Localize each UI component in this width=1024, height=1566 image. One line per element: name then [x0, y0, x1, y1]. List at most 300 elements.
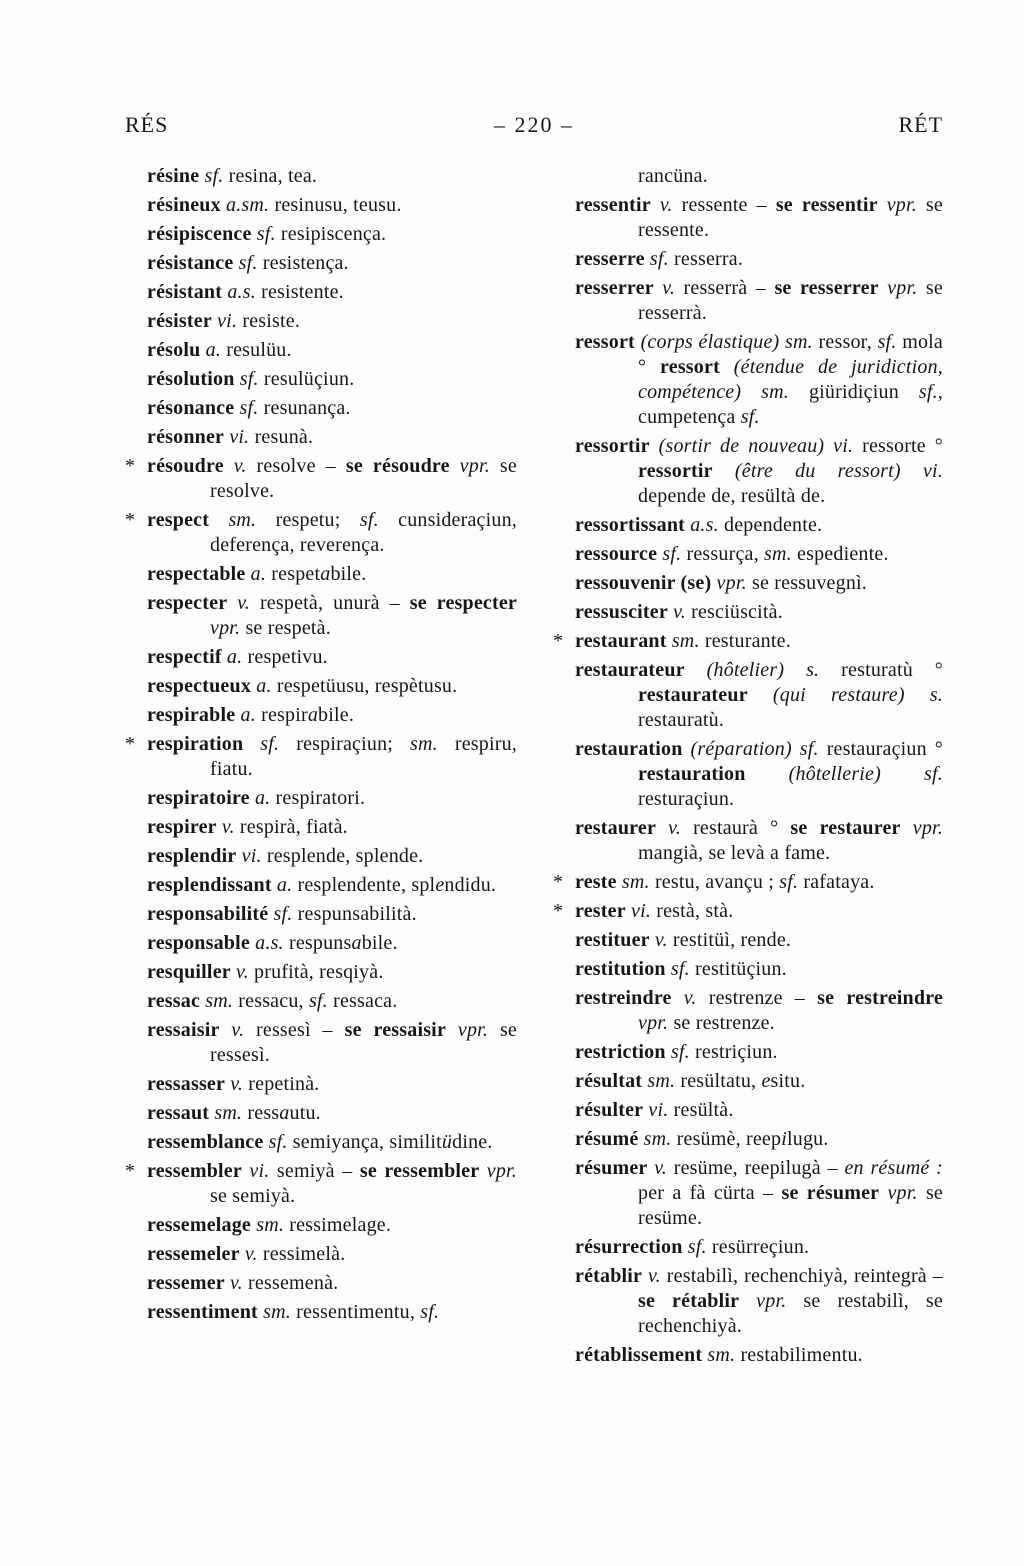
translation-text: se resserrà. — [638, 277, 943, 324]
grammar-label: sf. — [644, 248, 669, 270]
grammar-label: vi. — [625, 900, 652, 922]
grammar-label: vi. — [236, 845, 262, 867]
translation-text: respir — [255, 704, 308, 726]
dictionary-entry — [553, 816, 943, 866]
grammar-label: a. — [249, 787, 271, 809]
grammar-label: vpr. — [638, 1012, 669, 1034]
dictionary-entry — [553, 542, 943, 567]
grammar-label: sm. — [209, 1102, 243, 1124]
dictionary-entry — [125, 703, 517, 728]
grammar-label: v. — [239, 1243, 258, 1265]
translation-text: resistença. — [257, 252, 349, 274]
headword: ressortissant — [575, 514, 686, 536]
grammar-label: v. — [671, 987, 697, 1009]
asterisk-marker: * — [125, 1160, 136, 1182]
subentry-headword: se ressembler — [359, 1160, 480, 1182]
headword: resplendir — [147, 845, 237, 867]
dictionary-entry — [125, 1271, 517, 1296]
translation-text: respetu; — [256, 509, 360, 531]
grammar-label: a. — [235, 704, 256, 726]
subentry-headword: se resserrer — [774, 277, 879, 299]
grammar-label: v. — [224, 1272, 243, 1294]
dictionary-entry — [553, 658, 943, 733]
translation-text: resulüçiun. — [258, 368, 355, 390]
grammar-label: sf. — [779, 871, 799, 893]
translation-text: dependente. — [718, 514, 823, 536]
dictionary-entry — [553, 193, 943, 243]
dictionary-entry — [553, 629, 943, 654]
grammar-label: v. — [230, 961, 249, 983]
translation-text: bile. — [318, 704, 355, 726]
dictionary-entry — [125, 222, 517, 247]
subentry-headword: se ressentir — [775, 194, 878, 216]
headword: ressort — [575, 331, 635, 353]
grammar-label: a. — [221, 646, 243, 668]
translation-text: restauraçiun ° — [818, 738, 943, 760]
translation-text: rafataya. — [798, 871, 875, 893]
grammar-label: vi. — [241, 1160, 270, 1182]
dictionary-entry — [125, 844, 517, 869]
dictionary-entry — [125, 1213, 517, 1238]
translation-text: rancüna. — [638, 165, 708, 187]
translation-text: resserra. — [668, 248, 744, 270]
translation-text: semiyança, similit — [287, 1131, 442, 1153]
grammar-label: (étendue de juridiction, compétence) sm. — [638, 356, 943, 403]
translation-text: restauratù. — [638, 709, 725, 731]
right-column — [553, 164, 943, 1372]
grammar-label: vpr. — [878, 277, 918, 299]
grammar-label: vi. — [224, 426, 250, 448]
translation-text: ressimelage. — [284, 1214, 392, 1236]
grammar-label: vpr. — [210, 617, 241, 639]
headword: résonner — [147, 426, 225, 448]
grammar-label: v. — [219, 1019, 245, 1041]
dictionary-entry — [125, 309, 517, 334]
translation-text: ressentimentu, — [290, 1301, 421, 1323]
grammar-label: vpr. — [446, 1019, 489, 1041]
dictionary-entry — [553, 986, 943, 1036]
grammar-label: vpr. — [900, 817, 943, 839]
grammar-label: sf. — [234, 368, 259, 390]
headword: resserrer — [575, 277, 654, 299]
headword: résonance — [147, 397, 235, 419]
subentry-headword: se restaurer — [790, 817, 901, 839]
headword: restaurateur — [575, 659, 685, 681]
headword: restituer — [575, 929, 650, 951]
dictionary-entry — [553, 434, 943, 509]
dictionary-entry — [125, 1300, 517, 1325]
dictionary-entry — [125, 193, 517, 218]
translation-text: respetüusu, respètusu. — [271, 675, 458, 697]
headword: ressembler — [147, 1160, 242, 1182]
dictionary-entry — [125, 338, 517, 363]
grammar-label: sm. — [209, 509, 257, 531]
dictionary-entry — [553, 513, 943, 538]
grammar-label: sm. — [666, 630, 700, 652]
headword: ressemelage — [147, 1214, 252, 1236]
headword: resserre — [575, 248, 645, 270]
grammar-label: sf. — [359, 509, 379, 531]
headword: responsabilité — [147, 903, 269, 925]
translation-text: bile. — [330, 563, 367, 585]
header-keyword-left: RÉS — [125, 112, 169, 137]
translation-text: restabilimentu. — [735, 1344, 863, 1366]
asterisk-marker: * — [553, 871, 564, 893]
headword: restauration — [575, 738, 683, 760]
asterisk-marker: * — [125, 455, 136, 477]
translation-text: restrenze – — [696, 987, 818, 1009]
translation-text: respetivu. — [242, 646, 328, 668]
translation-text: resistente. — [255, 281, 344, 303]
grammar-label: v. — [223, 455, 247, 477]
headword: ressource — [575, 543, 658, 565]
page-number: – 220 – — [494, 112, 574, 137]
grammar-label: vi. — [643, 1099, 669, 1121]
headword: résistance — [147, 252, 234, 274]
translation-text: resserrà – — [675, 277, 775, 299]
grammar-label: vpr. — [449, 455, 490, 477]
translation-text: per a fà cürta – — [638, 1182, 782, 1204]
translation-text: restaurà ° — [680, 817, 791, 839]
headword: ressemer — [147, 1272, 225, 1294]
dictionary-entry — [125, 674, 517, 699]
subentry-headword: se respecter — [409, 592, 517, 614]
dictionary-entry — [553, 928, 943, 953]
asterisk-marker: * — [553, 630, 564, 652]
translation-text: respunsabilità. — [292, 903, 417, 925]
headword: rétablissement — [575, 1344, 703, 1366]
grammar-label: a — [320, 563, 331, 585]
dictionary-entry — [553, 330, 943, 430]
grammar-label: v. — [642, 1265, 661, 1287]
left-column — [125, 164, 517, 1372]
grammar-label: sf. — [234, 397, 259, 419]
dictionary-entry — [553, 1343, 943, 1368]
dictionary-entry — [125, 931, 517, 956]
headword: respectable — [147, 563, 246, 585]
translation-text: resiste. — [237, 310, 301, 332]
translation-text: resunança. — [258, 397, 351, 419]
translation-text: resolve – — [246, 455, 346, 477]
asterisk-marker: * — [553, 900, 564, 922]
page-header — [125, 112, 943, 138]
translation-text: resültà. — [668, 1099, 734, 1121]
grammar-label: sm. — [638, 1128, 672, 1150]
grammar-label: sf. — [657, 543, 682, 565]
grammar-label: sf. — [682, 1236, 707, 1258]
dictionary-entry — [125, 280, 517, 305]
headword: resplendissant — [147, 874, 272, 896]
grammar-label: sm. — [257, 1301, 291, 1323]
grammar-label: (qui restaure) s. — [747, 684, 943, 706]
translation-text: se resolve. — [210, 455, 517, 502]
grammar-label: v. — [656, 817, 681, 839]
dictionary-entry — [553, 1235, 943, 1260]
translation-text: mangià, se levà a fame. — [638, 842, 831, 864]
dictionary-entry — [125, 164, 517, 189]
grammar-label: a.s. — [249, 932, 284, 954]
grammar-label: v. — [653, 277, 676, 299]
grammar-label: v. — [667, 601, 686, 623]
headword: résumé — [575, 1128, 639, 1150]
translation-text: ressaca. — [327, 990, 398, 1012]
translation-text: restriçiun. — [689, 1041, 778, 1063]
grammar-label: sf. — [268, 903, 293, 925]
translation-text: respiraçiun; — [279, 733, 411, 755]
headword: résumer — [575, 1157, 648, 1179]
translation-text: ressente – — [672, 194, 776, 216]
translation-text: resplendente, spl — [292, 874, 436, 896]
grammar-label: sf. — [233, 252, 258, 274]
asterisk-marker: * — [125, 509, 136, 531]
translation-text: resina, tea. — [223, 165, 318, 187]
grammar-label: sm. — [642, 1070, 676, 1092]
grammar-label: (réparation) sf. — [682, 738, 819, 760]
translation-text: repetinà. — [243, 1073, 320, 1095]
translation-text: se resüme. — [638, 1182, 944, 1229]
headword: respect — [147, 509, 210, 531]
headword: ressentiment — [147, 1301, 258, 1323]
dictionary-entry — [125, 960, 517, 985]
translation-text: resciüscità. — [685, 601, 783, 623]
grammar-label: e — [761, 1070, 771, 1092]
grammar-label: v. — [650, 194, 673, 216]
grammar-label: v. — [647, 1157, 667, 1179]
dictionary-entry — [125, 396, 517, 421]
dictionary-entry — [553, 1264, 943, 1339]
subentry-headword: restauration — [638, 763, 746, 785]
headword: respiration — [147, 733, 244, 755]
headword: ressaisir — [147, 1019, 220, 1041]
translation-text: ressesì – — [244, 1019, 345, 1041]
dictionary-entry — [553, 957, 943, 982]
subentry-headword: ressort — [660, 356, 720, 378]
translation-text: mola ° — [638, 331, 943, 378]
translation-text: ressor, — [812, 331, 878, 353]
grammar-label: (sortir de nouveau) vi. — [649, 435, 854, 457]
translation-text: resturatù ° — [819, 659, 943, 681]
headword: résipiscence — [147, 223, 252, 245]
translation-text: ress — [242, 1102, 280, 1124]
subentry-headword: se résumer — [781, 1182, 880, 1204]
headword: ressusciter — [575, 601, 668, 623]
headword: restreindre — [575, 987, 672, 1009]
translation-text: ressimelà. — [257, 1243, 346, 1265]
grammar-label: sf. — [420, 1301, 440, 1323]
headword: rétablir — [575, 1265, 643, 1287]
headword: ressentir — [575, 194, 651, 216]
headword: résultat — [575, 1070, 643, 1092]
translation-text: resturante. — [699, 630, 791, 652]
dictionary-entry — [553, 600, 943, 625]
grammar-label: a — [351, 932, 362, 954]
grammar-label: sm. — [764, 543, 792, 565]
grammar-label: sf. — [308, 990, 328, 1012]
translation-text: resunà. — [249, 426, 314, 448]
translation-text: dine. — [452, 1131, 493, 1153]
translation-text: respirà, fiatà. — [234, 816, 348, 838]
grammar-label: (corps élastique) sm. — [634, 331, 813, 353]
translation-text: espediente. — [791, 543, 889, 565]
translation-text: se restabilì, se rechenchiyà. — [638, 1290, 943, 1337]
translation-text: resplende, splende. — [261, 845, 424, 867]
dictionary-entry — [125, 1072, 517, 1097]
grammar-label: a.sm. — [220, 194, 270, 216]
translation-text: resürreçiun. — [706, 1236, 810, 1258]
subentry-headword: restaurateur — [638, 684, 748, 706]
translation-text: resümè, reep — [671, 1128, 782, 1150]
dictionary-entry — [553, 1156, 943, 1231]
headword: ressasser — [147, 1073, 226, 1095]
dictionary-entry — [125, 508, 517, 558]
dictionary-entry — [125, 1130, 517, 1155]
translation-text: respet — [266, 563, 321, 585]
headword: ressaut — [147, 1102, 210, 1124]
dictionary-entry — [125, 873, 517, 898]
translation-text: ressorte ° — [853, 435, 943, 457]
translation-text: bile. — [361, 932, 398, 954]
headword: résistant — [147, 281, 223, 303]
translation-text: depende de, resültà de. — [638, 485, 826, 507]
dictionary-entry — [553, 276, 943, 326]
grammar-label: sf. — [251, 223, 276, 245]
grammar-label: (hôtelier) s. — [684, 659, 820, 681]
dictionary-entry — [553, 1040, 943, 1065]
headword: reste — [575, 871, 617, 893]
grammar-label: a. — [271, 874, 293, 896]
translation-text: se ressente. — [638, 194, 943, 241]
grammar-label: vi. — [211, 310, 238, 332]
translation-text: respiratori. — [270, 787, 366, 809]
grammar-label: vpr. — [879, 1182, 918, 1204]
headword: restitution — [575, 958, 666, 980]
grammar-label: a — [279, 1102, 290, 1124]
grammar-label: a. — [251, 675, 272, 697]
dictionary-entry — [553, 1069, 943, 1094]
grammar-label: ü — [441, 1131, 453, 1153]
dictionary-entry — [553, 571, 943, 596]
translation-text: semiyà – — [269, 1160, 360, 1182]
dictionary-entry — [553, 247, 943, 272]
grammar-label: en résumé : — [844, 1157, 943, 1179]
dictionary-entry — [125, 425, 517, 450]
dictionary-entry — [553, 1098, 943, 1123]
translation-text: ndidu. — [444, 874, 497, 896]
grammar-label: vpr. — [739, 1290, 787, 1312]
translation-text: resüme, reepilugà – — [667, 1157, 845, 1179]
translation-text: cunsideraçiun, deferença, reverença. — [210, 509, 517, 556]
dictionary-entry — [125, 815, 517, 840]
grammar-label: vpr. — [877, 194, 917, 216]
translation-text: restitüì, rende. — [667, 929, 792, 951]
grammar-label: sf. — [263, 1131, 288, 1153]
translation-text: lugu. — [786, 1128, 829, 1150]
translation-text: prufità, resqiyà. — [248, 961, 384, 983]
dictionary-entry — [125, 902, 517, 927]
headword: résulter — [575, 1099, 644, 1121]
dictionary-entry — [553, 737, 943, 812]
grammar-label: a.s. — [222, 281, 256, 303]
translation-text: ressurça, — [681, 543, 765, 565]
translation-text: utu. — [289, 1102, 321, 1124]
subentry-headword: se restreindre — [817, 987, 943, 1009]
translation-text: giüridiçiun — [789, 381, 919, 403]
headword: resquiller — [147, 961, 231, 983]
dictionary-entry — [125, 786, 517, 811]
translation-text: ressacu, — [233, 990, 309, 1012]
grammar-label: a.s. — [685, 514, 719, 536]
headword: résurrection — [575, 1236, 683, 1258]
translation-text: restà, stà. — [651, 900, 734, 922]
dictionary-entry — [553, 899, 943, 924]
grammar-label: v. — [649, 929, 668, 951]
dictionary-entry — [125, 732, 517, 782]
headword: respecter — [147, 592, 228, 614]
grammar-label: (hôtellerie) sf. — [745, 763, 943, 785]
entry-continuation — [553, 164, 943, 189]
grammar-label: sm. — [251, 1214, 285, 1236]
dictionary-entry — [125, 454, 517, 504]
subentry-headword: se résoudre — [345, 455, 450, 477]
translation-text: se semiyà. — [210, 1185, 296, 1207]
translation-text: restu, avançu ; — [649, 871, 780, 893]
grammar-label: vpr. — [479, 1160, 518, 1182]
translation-text: resinusu, teusu. — [269, 194, 402, 216]
translation-text: situ. — [770, 1070, 806, 1092]
grammar-label: sm. — [616, 871, 650, 893]
subentry-headword: ressortir — [638, 460, 713, 482]
dictionary-entry — [553, 870, 943, 895]
headword: ressac — [147, 990, 201, 1012]
headword: ressemeler — [147, 1243, 240, 1265]
headword: restaurer — [575, 817, 657, 839]
headword: respirable — [147, 704, 236, 726]
grammar-label: sm. — [702, 1344, 736, 1366]
headword: résolution — [147, 368, 235, 390]
headword: responsable — [147, 932, 250, 954]
grammar-label: a — [307, 704, 319, 726]
grammar-label: sf. — [665, 1041, 690, 1063]
dictionary-entry — [125, 591, 517, 641]
translation-text: respiru, fiatu. — [210, 733, 517, 780]
grammar-label: a. — [245, 563, 267, 585]
grammar-label: a. — [200, 339, 222, 361]
grammar-label: sf. — [740, 406, 760, 428]
headword: ressemblance — [147, 1131, 264, 1153]
subentry-headword: se rétablir — [638, 1290, 740, 1312]
dictionary-entry — [125, 1159, 517, 1209]
translation-text: se restrenze. — [668, 1012, 775, 1034]
grammar-label: v. — [225, 1073, 244, 1095]
grammar-label: sf. — [199, 165, 224, 187]
translation-text: resturaçiun. — [638, 788, 735, 810]
translation-text: restitüçiun. — [689, 958, 787, 980]
grammar-label: (être du ressort) vi. — [712, 460, 943, 482]
dictionary-entry — [125, 1018, 517, 1068]
grammar-label: v. — [227, 592, 251, 614]
grammar-label: sf. — [918, 381, 938, 403]
headword: résine — [147, 165, 200, 187]
dictionary-entry — [553, 1127, 943, 1152]
grammar-label: v. — [216, 816, 235, 838]
translation-text: ressemenà. — [242, 1272, 339, 1294]
dictionary-entry — [125, 251, 517, 276]
headword: respiratoire — [147, 787, 250, 809]
translation-text: resulüu. — [221, 339, 292, 361]
headword: résister — [147, 310, 212, 332]
headword: restriction — [575, 1041, 666, 1063]
headword: restaurant — [575, 630, 667, 652]
